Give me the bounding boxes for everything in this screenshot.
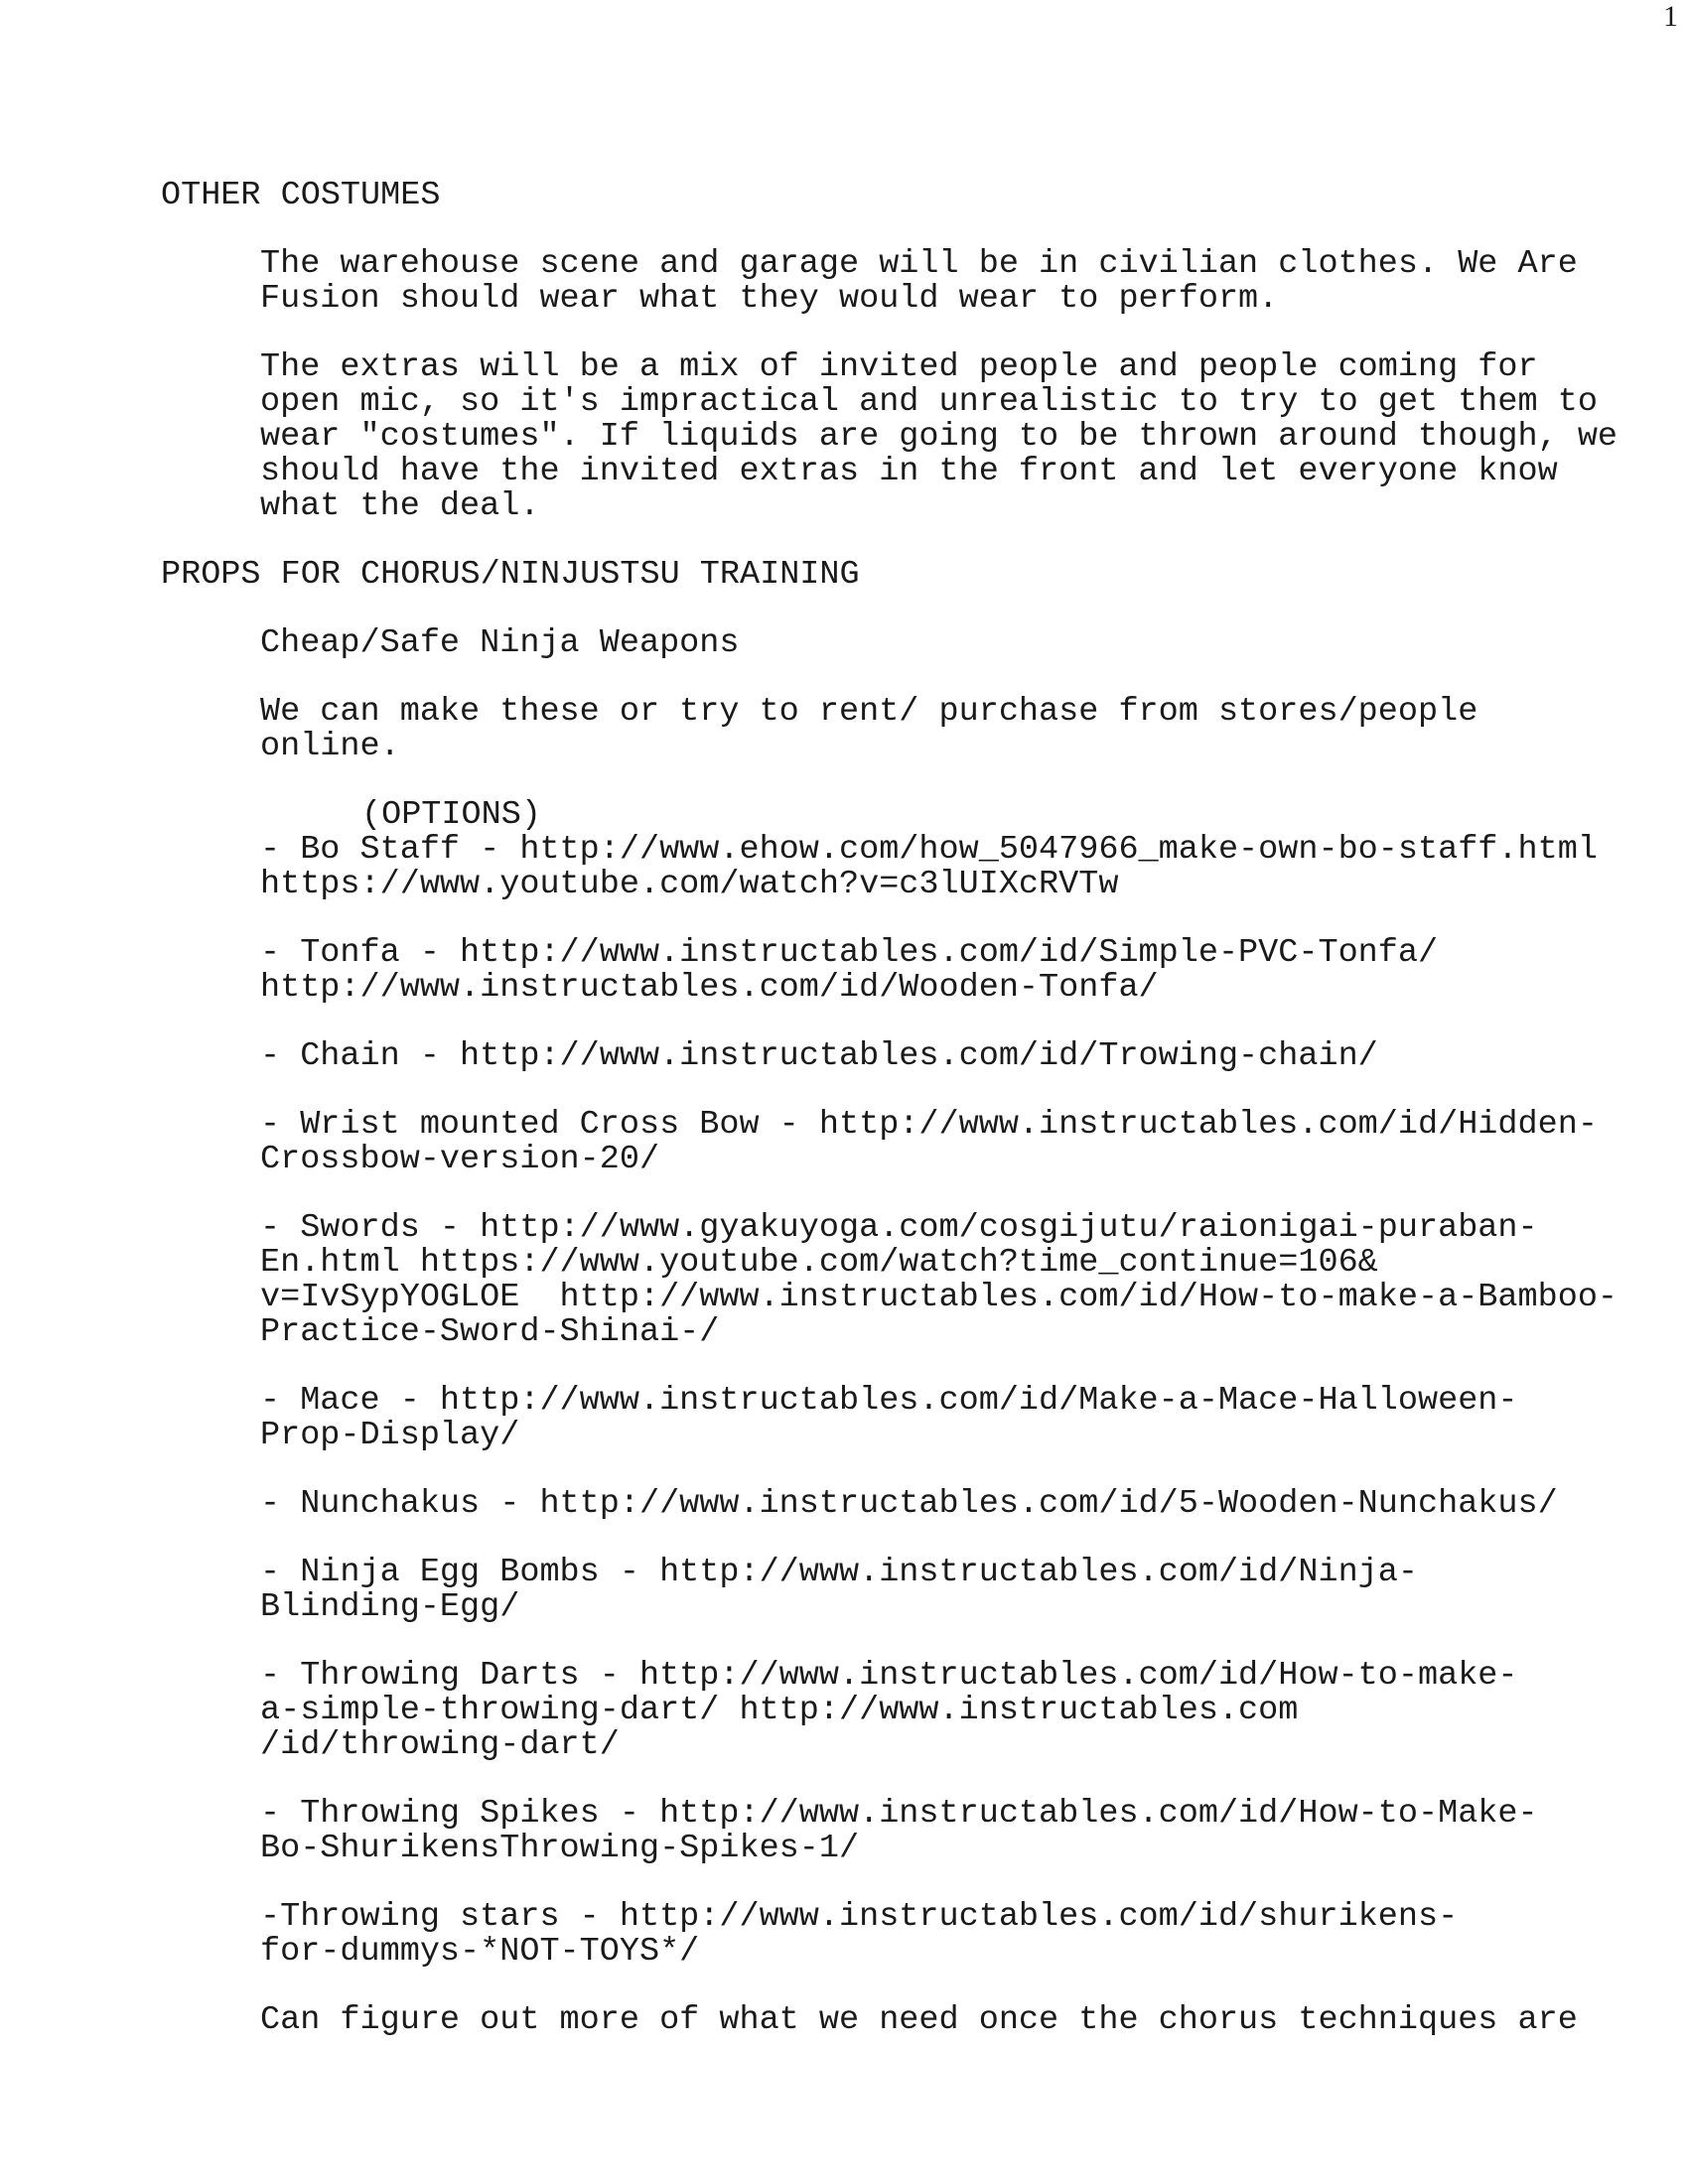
list-item-line: - Wrist mounted Cross Bow - http://www.instructables.com/id/Hidden-	[260, 1106, 1598, 1144]
paragraph-extras-line-1: The extras will be a mix of invited people and people coming for	[260, 348, 1538, 386]
list-item-line: http://www.instructables.com/id/Wooden-Tonfa/	[260, 969, 1159, 1007]
paragraph-extras-line-2: open mic, so it's impractical and unrealistic to try to get them to	[260, 383, 1598, 421]
closing-paragraph: Can figure out more of what we need once the chorus techniques are	[260, 2001, 1578, 2039]
list-item-line: /id/throwing-dart/	[260, 1726, 620, 1764]
list-item-line: - Mace - http://www.instructables.com/id/Make-a-Mace-Halloween-	[260, 1382, 1518, 1420]
list-item-line: - Chain - http://www.instructables.com/id/Trowing-chain/	[260, 1037, 1378, 1075]
list-item-line: En.html https://www.youtube.com/watch?time_continue=106&	[260, 1244, 1378, 1282]
list-item-line: - Nunchakus - http://www.instructables.com/id/5-Wooden-Nunchakus/	[260, 1485, 1558, 1523]
list-item-line: for-dummys-*NOT-TOYS*/	[260, 1933, 700, 1971]
list-item-line: - Throwing Spikes - http://www.instructables.com/id/How-to-Make-	[260, 1795, 1538, 1833]
options-label: (OPTIONS)	[361, 796, 541, 834]
list-item-line: https://www.youtube.com/watch?v=c3lUIXcRVTw	[260, 866, 1119, 903]
props-subheading: Cheap/Safe Ninja Weapons	[260, 624, 740, 662]
list-item-line: - Tonfa - http://www.instructables.com/id/Simple-PVC-Tonfa/	[260, 934, 1439, 972]
section-heading-other-costumes: OTHER COSTUMES	[161, 177, 441, 214]
paragraph-extras-line-5: what the deal.	[260, 487, 540, 525]
list-item-line: - Ninja Egg Bombs - http://www.instructables.com/id/Ninja-	[260, 1554, 1418, 1591]
paragraph-extras-line-3: wear "costumes". If liquids are going to be thrown around though, we	[260, 418, 1618, 456]
paragraph-warehouse-line-2: Fusion should wear what they would wear to perform.	[260, 280, 1279, 318]
list-item-line: Crossbow-version-20/	[260, 1141, 660, 1178]
list-item-line: Prop-Display/	[260, 1417, 520, 1454]
list-item-line: Blinding-Egg/	[260, 1588, 520, 1626]
page-number: 1	[1663, 0, 1678, 33]
props-intro-line-2: online.	[260, 728, 400, 765]
section-heading-props: PROPS FOR CHORUS/NINJUSTSU TRAINING	[161, 556, 860, 594]
list-item-line: - Throwing Darts - http://www.instructables.com/id/How-to-make-	[260, 1657, 1518, 1695]
list-item-line: a-simple-throwing-dart/ http://www.instructables.com	[260, 1692, 1299, 1729]
list-item-line: Bo-ShurikensThrowing-Spikes-1/	[260, 1830, 860, 1867]
props-intro-line-1: We can make these or try to rent/ purchase from stores/people	[260, 693, 1478, 731]
list-item-line: - Bo Staff - http://www.ehow.com/how_5047966_make-own-bo-staff.html	[260, 831, 1598, 869]
list-item-line: -Throwing stars - http://www.instructables.com/id/shurikens-	[260, 1898, 1459, 1936]
paragraph-warehouse-line-1: The warehouse scene and garage will be in civilian clothes. We Are	[260, 245, 1578, 283]
list-item-line: Practice-Sword-Shinai-/	[260, 1313, 720, 1351]
list-item-line: v=IvSypYOGLOE http://www.instructables.com/id/How-to-make-a-Bamboo-	[260, 1279, 1618, 1316]
list-item-line: - Swords - http://www.gyakuyoga.com/cosgijutu/raionigai-puraban-	[260, 1209, 1538, 1247]
paragraph-extras-line-4: should have the invited extras in the front and let everyone know	[260, 453, 1558, 490]
